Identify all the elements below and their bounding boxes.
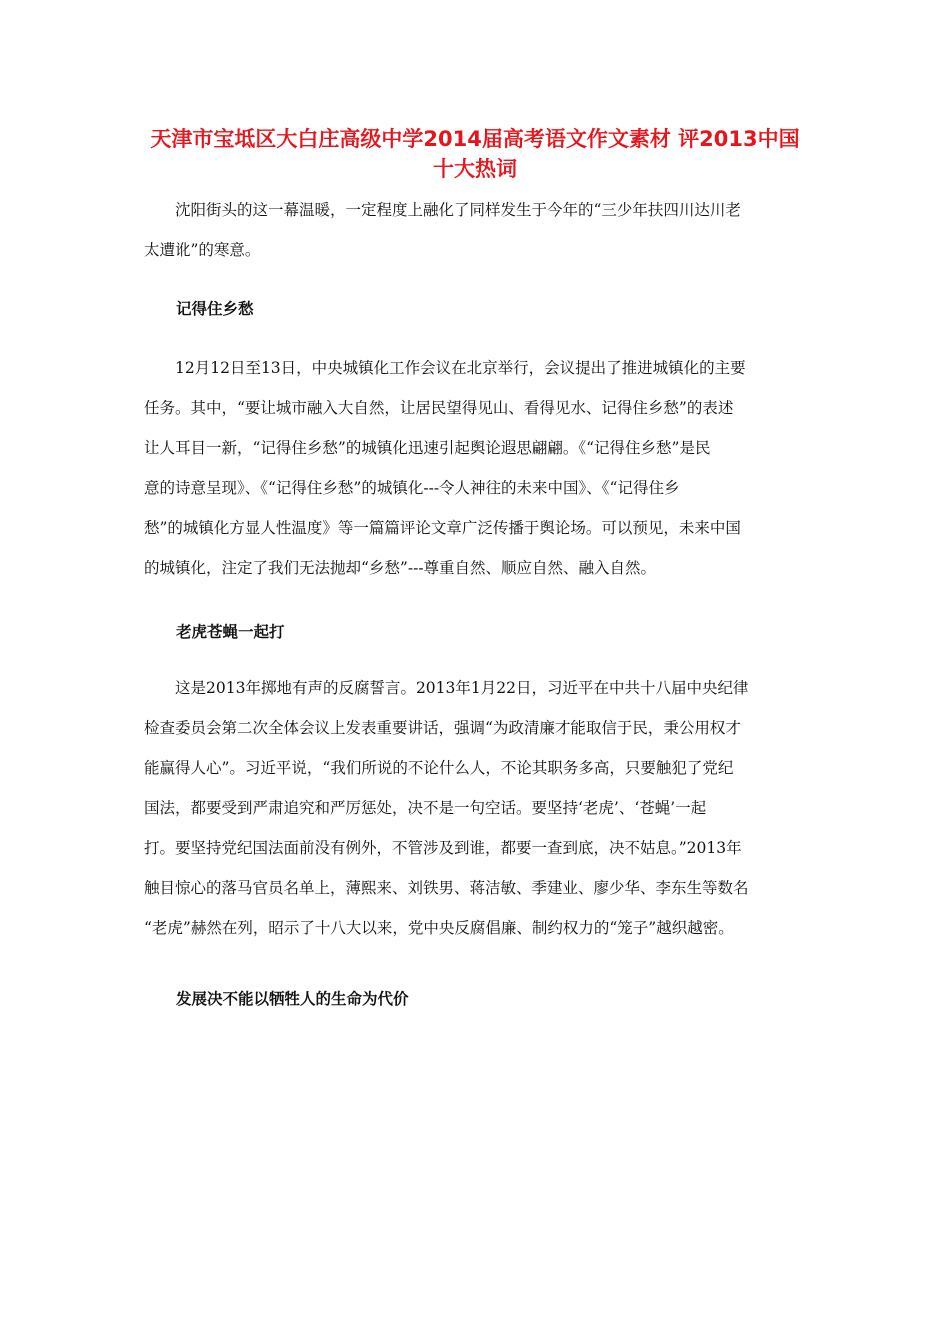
section-heading-nostalgia: 记得住乡愁 [176, 300, 254, 318]
section-heading-development: 发展决不能以牺牲人的生命为代价 [176, 990, 409, 1008]
section-paragraph-nostalgia: 12月12日至13日，中央城镇化工作会议在北京举行，会议提出了推进城镇化的主要 任务。其中，“要让城市融入大自然，让居民望得见山、看得见水、记得住乡愁”的表述 让人耳目一新，“记得住乡愁”的城镇化迅速引起舆论遐思翩翩。《“记得住乡愁”是民 意的诗意呈现》、《“记得住乡愁”的城镇化---令人神往的未来中国》、《“记得住乡 愁”的城镇化方显人性温度》等一篇篇评论文章广泛传播于舆论场。可以预见，未来中国 的城镇化，注定了我们无法抛却“乡愁”---尊重自然、顺应自然、融入自然。 [144, 359, 746, 577]
section-paragraph-anticorruption: 这是2013年掷地有声的反腐誓言。2013年1月22日，习近平在中共十八届中央纪律 检查委员会第二次全体会议上发表重要讲话，强调“为政清廉才能取信于民，秉公用权才 能赢得人心”。习近平说，“我们所说的不论什么人，不论其职务多高，只要触犯了党纪 国法，都要受到严肃追究和严厉惩处，决不是一句空话。要坚持‘老虎’、‘苍蝇’一起 打。要坚持党纪国法面前没有例外，不管涉及到谁，都要一查到底，决不姑息。”2013年 触目惊心的落马官员名单上，薄熙来、刘铁男、蒋洁敏、季建业、廖少华、李东生等数名 “老虎”赫然在列，昭示了十八大以来，党中央反腐倡廉、制约权力的“笼子”越织越密。 [144, 679, 749, 937]
document-title: 天津市宝坻区大白庄高级中学2014届高考语文作文素材 评2013中国十大热词 [150, 127, 800, 181]
section-heading-anticorruption: 老虎苍蝇一起打 [176, 623, 285, 641]
intro-paragraph: 沈阳街头的这一幕温暖，一定程度上融化了同样发生于今年的“三少年扶四川达川老 太遭讹”的寒意。 [144, 201, 741, 259]
